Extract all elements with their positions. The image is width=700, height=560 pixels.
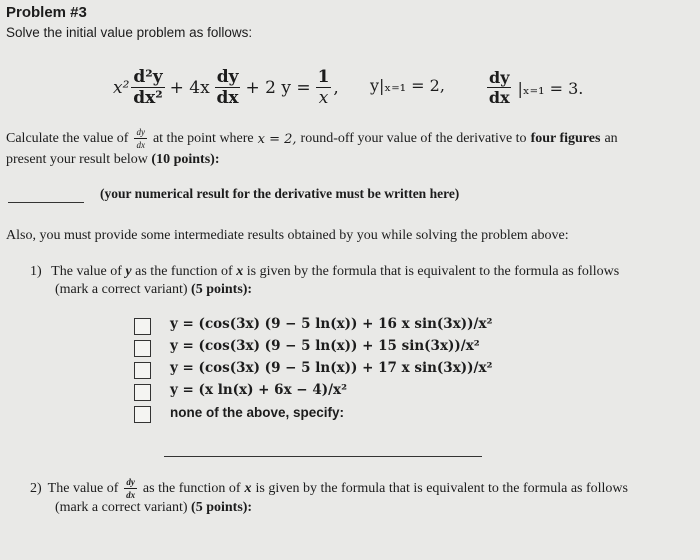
q1-option-5-checkbox[interactable] <box>134 406 151 423</box>
q1-mark-text: (mark a correct variant) <box>55 282 188 297</box>
q2-dy-dx <box>124 478 137 500</box>
q2-points: (5 points): <box>191 500 253 515</box>
q1-option-3-text: y = (cos(3x) (9 − 5 ln(x)) + 17 x sin(3x))/x² <box>170 360 493 376</box>
eq-dy: dy <box>216 67 239 87</box>
q1-y: y <box>125 264 132 279</box>
ic2-tail: |ₓ₌₁ = 3. <box>517 78 584 98</box>
q2-number: 2) <box>30 481 42 496</box>
task-text-b: at the point where <box>152 131 254 146</box>
task-line2-text: present your result below <box>6 152 148 167</box>
q2-line-2 <box>55 500 252 516</box>
task-x-eq-2: x = 2, <box>257 131 297 147</box>
q2-dy: dy <box>126 477 135 487</box>
ic2-dx: dx <box>488 88 510 107</box>
q2-text-a: The value of <box>47 481 119 496</box>
task-dy: dy <box>136 127 145 137</box>
eq-one: 1 <box>317 67 330 87</box>
eq-dx: dx <box>216 88 239 108</box>
q1-option-1-text: y = (cos(3x) (9 − 5 ln(x)) + 16 x sin(3x))/x² <box>170 316 493 332</box>
differential-equation <box>113 64 339 112</box>
q1-number: 1) <box>30 264 42 279</box>
eq-comma: , <box>333 78 339 98</box>
q2-line-1 <box>30 478 628 500</box>
eq-x2: x² <box>113 78 130 98</box>
eq-plus-2y: + 2 y = <box>245 78 311 98</box>
initial-condition-1: y|ₓ₌₁ = 2, <box>370 76 445 95</box>
task-text-a: Calculate the value of <box>6 131 129 146</box>
q2-text-b: as the function of <box>142 481 241 496</box>
problem-title: Problem #3 <box>6 4 87 21</box>
eq-x: x <box>318 88 329 108</box>
task-dx: dx <box>136 140 145 150</box>
q1-points: (5 points): <box>191 282 253 297</box>
task-text-d: round-off your value of the derivative to <box>300 131 527 146</box>
q1-text-c: is given by the formula that is equivalent to the formula as follows <box>246 264 620 279</box>
q1-option-4-text: y = (x ln(x) + 6x − 4)/x² <box>170 382 347 398</box>
instruction-text: Solve the initial value problem as follows: <box>6 25 253 40</box>
q1-x: x <box>236 264 244 279</box>
q2-mark-text: (mark a correct variant) <box>55 500 188 515</box>
q1-option-2-checkbox[interactable] <box>134 340 151 357</box>
eq-plus-4x: + 4x <box>169 78 210 98</box>
task-text-f: an <box>604 131 618 146</box>
q1-option-5-text: none of the above, specify: <box>170 405 345 420</box>
q2-dx: dx <box>126 490 136 500</box>
q1-option-2-text: y = (cos(3x) (9 − 5 ln(x)) + 15 sin(3x))/x² <box>170 338 480 354</box>
q1-option-3-checkbox[interactable] <box>134 362 151 379</box>
initial-condition-2 <box>485 64 583 112</box>
q2-x: x <box>244 481 252 496</box>
eq-d2y: d²y <box>133 67 163 87</box>
task-dy-dx <box>134 128 147 150</box>
q1-specify-line[interactable] <box>164 456 482 457</box>
ic2-dy: dy <box>489 68 510 87</box>
eq-dx2: dx² <box>133 88 163 108</box>
eq-d2y-dx2 <box>131 69 164 107</box>
task-four-figures: four figures <box>530 131 601 146</box>
q1-option-4-checkbox[interactable] <box>134 384 151 401</box>
ic2-dy-dx <box>487 70 511 106</box>
result-label: (your numerical result for the derivative must be written here) <box>100 186 460 201</box>
q1-option-1-checkbox[interactable] <box>134 318 151 335</box>
result-answer-line[interactable] <box>8 202 84 203</box>
also-text: Also, you must provide some intermediate results obtained by you while solving the problem above: <box>6 228 569 243</box>
q2-text-c: is given by the formula that is equivalent to the formula as follows <box>255 481 628 496</box>
q1-text-b: as the function of <box>135 264 233 279</box>
eq-one-over-x <box>316 69 332 107</box>
q1-line-1 <box>30 264 619 280</box>
task-line-1 <box>6 128 618 150</box>
q1-line-2 <box>55 282 252 298</box>
eq-dy-dx <box>215 69 241 107</box>
q1-text-a: The value of <box>51 264 122 279</box>
task-line2-points: (10 points): <box>151 152 220 167</box>
task-line-2 <box>6 152 219 168</box>
